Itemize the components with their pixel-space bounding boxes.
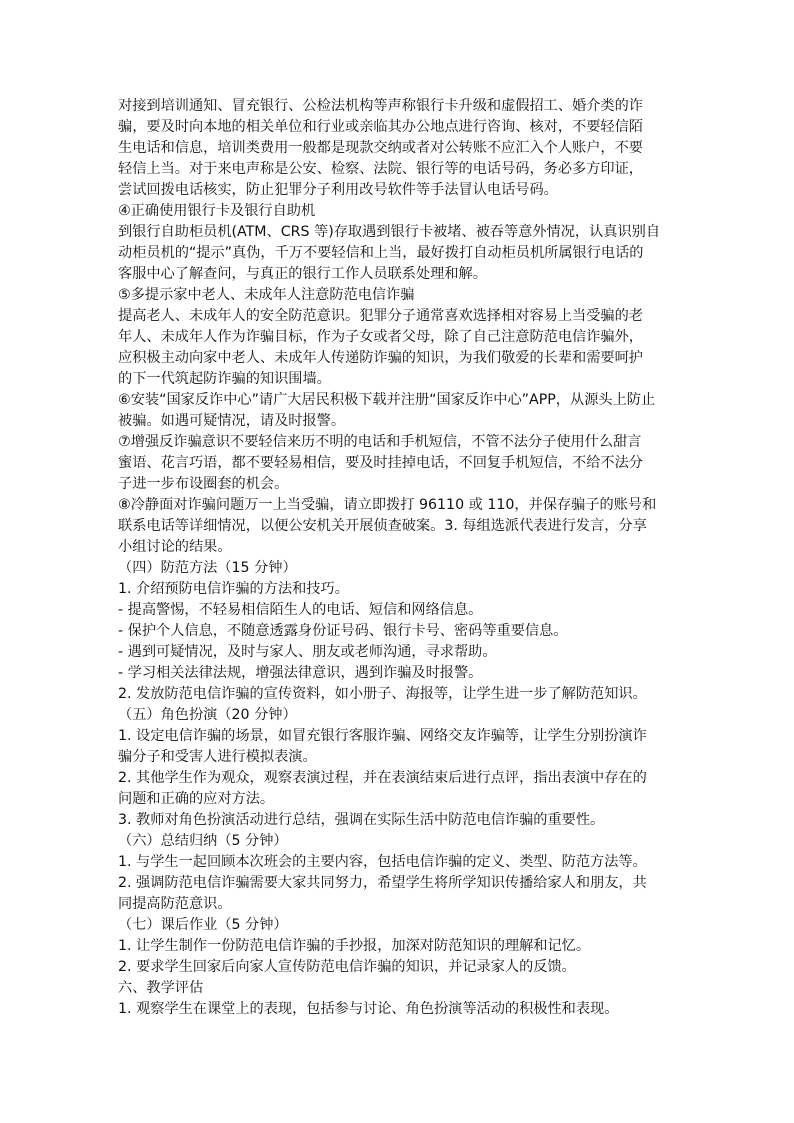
text-line: 客服中心了解查问，与真正的银行工作人员联系处理和解。 <box>118 266 487 282</box>
text-line: 被骗。如遇可疑情况，请及时报警。 <box>118 413 346 429</box>
text-line: 1. 让学生制作一份防范电信诈骗的手抄报，加深对防范知识的理解和记忆。 <box>118 938 591 954</box>
text-line: - 学习相关法律法规，增强法律意识，遇到诈骗及时报警。 <box>118 665 483 681</box>
text-line: 年人、未成年人作为诈骗目标，作为子女或者父母，除了自己注意防范电信诈骗外， <box>118 329 643 345</box>
text-line: 轻信上当。对于来电声称是公安、检察、法院、银行等的电话号码，务必多方印证， <box>118 161 643 177</box>
text-line: 生电话和信息，培训类费用一般都是现款交纳或者对公转账不应汇入个人账户，不要 <box>118 140 643 156</box>
text-line: 动柜员机的“提示”真伪，千万不要轻信和上当，最好拨打自动柜员机所属银行电话的 <box>118 245 644 261</box>
text-line: 2. 其他学生作为观众，观察表演过程，并在表演结束后进行点评，指出表演中存在的 <box>118 770 647 786</box>
text-line: 到银行自助柜员机(ATM、CRS 等)存取遇到银行卡被堵、被吞等意外情况，认真识别自 <box>118 224 661 240</box>
text-line: 的下一代筑起防诈骗的知识围墙。 <box>118 371 331 387</box>
text-line: - 提高警惕，不轻易相信陌生人的电话、短信和网络信息。 <box>118 602 483 618</box>
document-body <box>118 96 680 1020</box>
text-line: 蜜语、花言巧语，都不要轻易相信，要及时挂掉电话，不回复手机短信，不给不法分 <box>118 455 643 471</box>
text-line: （六）总结归纳（5 分钟） <box>118 833 288 849</box>
text-line: 2. 强调防范电信诈骗需要大家共同努力，希望学生将所学知识传播给家人和朋友，共 <box>118 875 647 891</box>
text-line: ⑥安装“国家反诈中心”请广大居民积极下载并注册“国家反诈中心”APP，从源头上防止 <box>118 392 656 408</box>
text-line: 同提高防范意识。 <box>118 896 232 912</box>
text-line: 应积极主动向家中老人、未成年人传递防诈骗的知识，为我们敬爱的长辈和需要呵护 <box>118 350 643 366</box>
text-line: 尝试回拨电话核实，防止犯罪分子利用改号软件等手法冒认电话号码。 <box>118 182 558 198</box>
text-line: ⑧冷静面对诈骗问题万一上当受骗，请立即拨打 96110 或 110，并保存骗子的账号和 <box>118 497 657 513</box>
text-line: 小组讨论的结果。 <box>118 539 232 555</box>
text-line: 提高老人、未成年人的安全防范意识。犯罪分子通常喜欢选择相对容易上当受骗的老 <box>118 308 643 324</box>
text-line: 骗，要及时向本地的相关单位和行业或亲临其办公地点进行咨询、核对，不要轻信陌 <box>118 119 643 135</box>
text-line: 1. 介绍预防电信诈骗的方法和技巧。 <box>118 581 349 597</box>
text-line: 1. 设定电信诈骗的场景，如冒充银行客服诈骗、网络交友诈骗等，让学生分别扮演诈 <box>118 728 647 744</box>
text-line: 骗分子和受害人进行模拟表演。 <box>118 749 317 765</box>
text-line: ⑦增强反诈骗意识不要轻信来历不明的电话和手机短信，不管不法分子使用什么甜言 <box>118 434 642 450</box>
text-line: 1. 与学生一起回顾本次班会的主要内容，包括电信诈骗的定义、类型、防范方法等。 <box>118 854 647 870</box>
text-line: 3. 教师对角色扮演活动进行总结，强调在实际生活中防范电信诈骗的重要性。 <box>118 812 605 828</box>
text-line: （七）课后作业（5 分钟） <box>118 917 288 933</box>
text-line: 联系电话等详细情况，以便公安机关开展侦查破案。3. 每组选派代表进行发言，分享 <box>118 518 647 534</box>
text-line: （五）角色扮演（20 分钟） <box>118 707 297 723</box>
text-line: - 遇到可疑情况，及时与家人、朋友或老师沟通，寻求帮助。 <box>118 644 497 660</box>
text-line: 2. 发放防范电信诈骗的宣传资料，如小册子、海报等，让学生进一步了解防范知识。 <box>118 686 647 702</box>
text-line: （四）防范方法（15 分钟） <box>118 560 297 576</box>
text-line: 六、教学评估 <box>118 980 204 996</box>
text-line: 1. 观察学生在课堂上的表现，包括参与讨论、角色扮演等活动的积极性和表现。 <box>118 1001 619 1017</box>
text-line: 问题和正确的应对方法。 <box>118 791 275 807</box>
text-line: ⑤多提示家中老人、未成年人注意防范电信诈骗 <box>118 287 415 303</box>
text-line: ④正确使用银行卡及银行自助机 <box>118 203 316 219</box>
text-line: 2. 要求学生回家后向家人宣传防范电信诈骗的知识，并记录家人的反馈。 <box>118 959 576 975</box>
text-line: 子进一步布设圈套的机会。 <box>118 476 289 492</box>
text-line: - 保护个人信息，不随意透露身份证号码、银行卡号、密码等重要信息。 <box>118 623 568 639</box>
text-line: 对接到培训通知、冒充银行、公检法机构等声称银行卡升级和虚假招工、婚介类的诈 <box>118 98 643 114</box>
